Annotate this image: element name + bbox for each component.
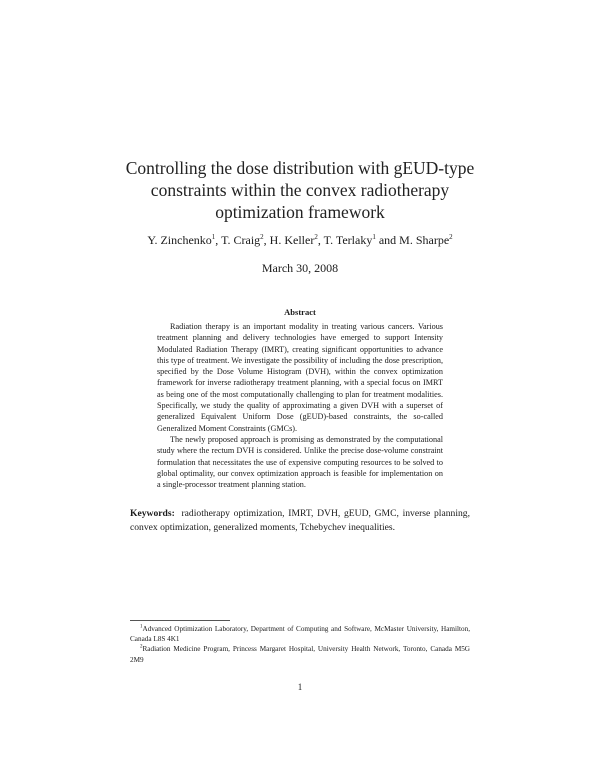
footnote-text: Radiation Medicine Program, Princess Margaret Hospital, University Health Network, Toronto, Canada M5G 2M9 <box>130 645 470 664</box>
footnotes <box>130 624 470 665</box>
page-number: 1 <box>297 682 303 692</box>
author-list <box>60 232 540 248</box>
footnote <box>130 644 470 664</box>
abstract-heading: Abstract <box>284 307 316 317</box>
footnote-rule <box>130 620 230 621</box>
publication-date: March 30, 2008 <box>261 261 339 275</box>
affiliation-mark: 2 <box>314 233 318 241</box>
keywords-text: radiotherapy optimization, IMRT, DVH, gEUD, GMC, inverse planning, convex optimization, generalized moments, Tchebychev inequalities. <box>130 508 470 533</box>
footnote-mark: 2 <box>140 645 143 651</box>
abstract-paragraph: Radiation therapy is an important modality in treating various cancers. Various treatment planning and delivery technologies have emerged to support Intensity Modulated Radiation Therapy (IMRT), creating significant opportunities to advance this type of treatment. We investigate the possibility of including the dose prescription, specified by the Dose Volume Histogram (DVH), within the convex optimization framework for inverse radiotherapy treatment planning, with a special focus on IMRT as being one of the most computationally challenging to plan for treatment modalities. Specifically, we study the quality of approximating a given DVH with a superset of generalized Equivalent Uniform Dose (gEUD)-based constraints, the so-called Generalized Moment Constraints (GMCs). <box>157 322 443 433</box>
author-name: H. Keller <box>269 233 315 247</box>
keywords-label: Keywords: <box>130 508 175 519</box>
keywords <box>130 507 470 535</box>
affiliation-mark: 1 <box>372 233 376 241</box>
footnote-text: Advanced Optimization Laboratory, Department of Computing and Software, McMaster University, Hamilton, Canada L8S 4K1 <box>130 625 470 644</box>
author-separator: , <box>215 233 222 247</box>
affiliation-mark: 2 <box>449 233 453 241</box>
paper-title <box>100 157 500 223</box>
title-line: optimization framework <box>215 202 385 222</box>
author-separator: and <box>375 233 400 247</box>
title-line: constraints within the convex radiotherapy <box>150 180 450 200</box>
footnote-mark: 1 <box>140 624 143 630</box>
author-separator: , <box>263 233 270 247</box>
author-separator: , <box>317 233 324 247</box>
abstract-body <box>157 321 443 490</box>
author-name: M. Sharpe <box>399 233 450 247</box>
title-line: Controlling the dose distribution with gEUD-type <box>125 158 475 178</box>
affiliation-mark: 2 <box>260 233 264 241</box>
author-name: T. Terlaky <box>323 233 373 247</box>
author-name: T. Craig <box>221 233 261 247</box>
author-name: Y. Zinchenko <box>147 233 212 247</box>
abstract-paragraph: The newly proposed approach is promising as demonstrated by the computational study where the rectum DVH is considered. Unlike the precise dose-volume constraint formulation that necessitates the use of expensive computing resources to be solved to global optimality, our convex optimization approach is feasible for implementation on a single-processor treatment planning station. <box>157 434 443 490</box>
footnote <box>130 624 470 644</box>
affiliation-mark: 1 <box>211 233 216 241</box>
